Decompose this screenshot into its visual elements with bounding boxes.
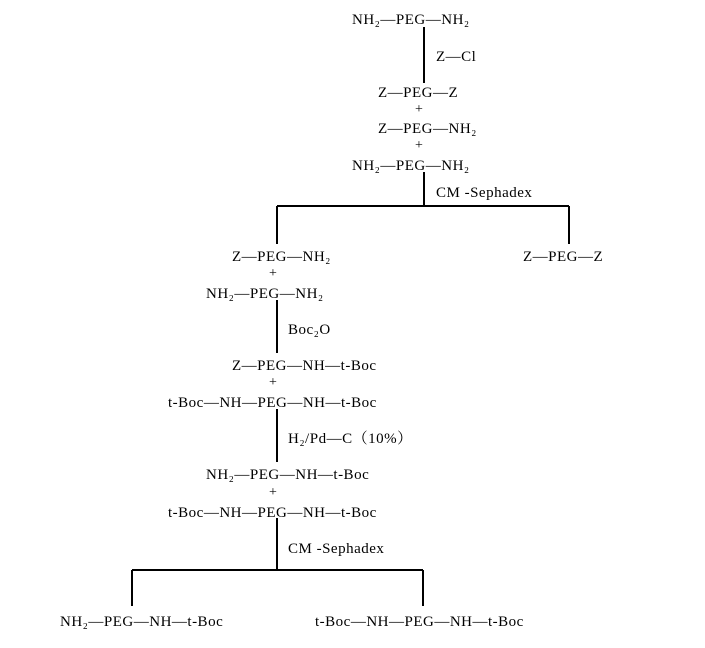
start-compound: NH₂—PEG—NH₂ <box>352 12 470 28</box>
mixture1-product-b: Z—PEG—NH₂ <box>378 121 477 137</box>
final-product-left: NH₂—PEG—NH—t-Boc <box>60 614 224 630</box>
step2-reagent: CM -Sephadex <box>436 185 533 201</box>
final-product-right: t-Boc—NH—PEG—NH—t-Boc <box>315 614 524 630</box>
left-branch-compound-b: NH₂—PEG—NH₂ <box>206 286 324 302</box>
plus-sign: + <box>415 138 423 153</box>
mixture1-product-c: NH₂—PEG—NH₂ <box>352 158 470 174</box>
plus-sign: + <box>269 266 277 281</box>
mixture4-product-b: t-Boc—NH—PEG—NH—t-Boc <box>168 505 377 521</box>
mixture3-product-b: t-Boc—NH—PEG—NH—t-Boc <box>168 395 377 411</box>
plus-sign: + <box>415 102 423 117</box>
step3-reagent: Boc₂O <box>288 322 331 338</box>
plus-sign: + <box>269 375 277 390</box>
mixture3-product-a: Z—PEG—NH—t-Boc <box>232 358 377 374</box>
step5-reagent: CM -Sephadex <box>288 541 385 557</box>
right-branch-compound: Z—PEG—Z <box>523 249 604 265</box>
step1-reagent: Z—Cl <box>436 49 477 65</box>
mixture1-product-a: Z—PEG—Z <box>378 85 459 101</box>
plus-sign: + <box>269 485 277 500</box>
step4-reagent: H₂/Pd—C（10%） <box>288 431 413 447</box>
left-branch-compound-a: Z—PEG—NH₂ <box>232 249 331 265</box>
mixture4-product-a: NH₂—PEG—NH—t-Boc <box>206 467 370 483</box>
